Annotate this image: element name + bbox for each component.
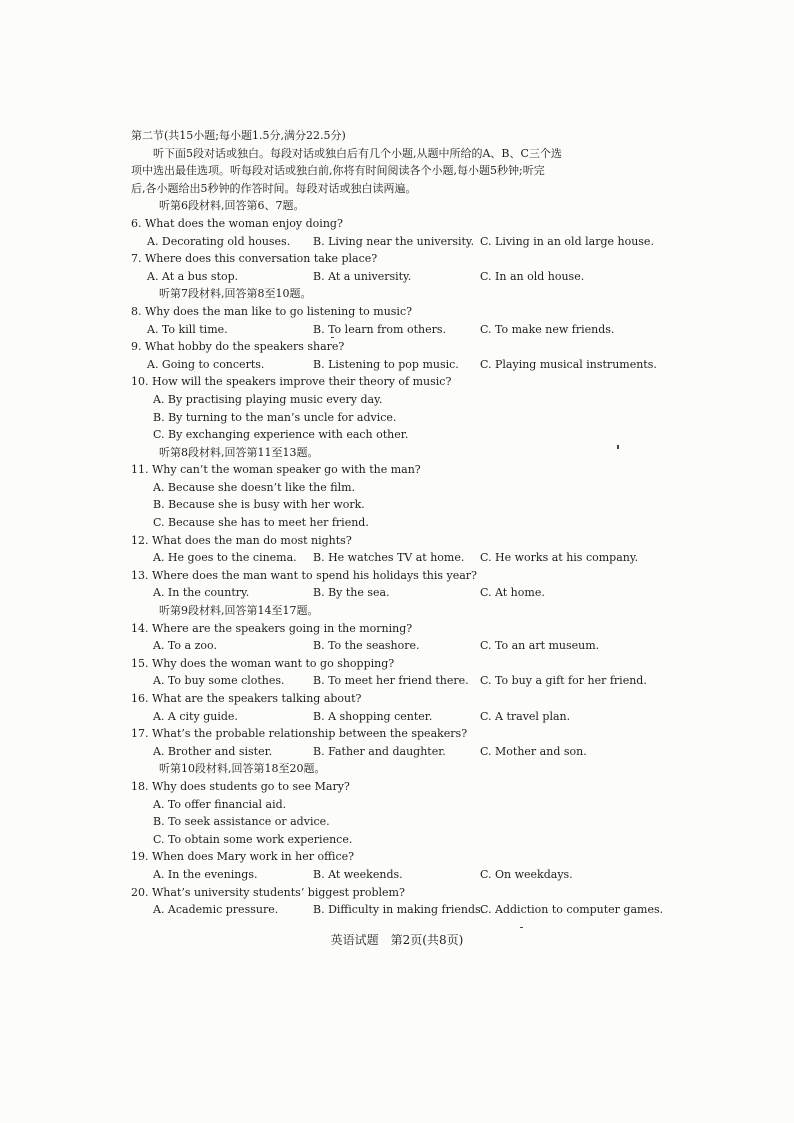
question-20: 20. What’s university students’ biggest problem?	[131, 885, 405, 899]
question-16-option-c: C. A travel plan.	[480, 709, 571, 723]
question-15: 15. Why does the woman want to go shopping?	[131, 656, 395, 670]
section-intro-line-3: 后,各小题给出5秒钟的作答时间。每段对话或独白读两遍。	[131, 181, 417, 195]
question-8-option-a: A. To kill time.	[147, 322, 228, 336]
question-7-option-b: B. At a university.	[313, 269, 412, 283]
passage-10-instruction: 听第10段材料,回答第18至20题。	[159, 762, 326, 776]
listening-section	[131, 127, 671, 919]
question-20-option-b: B. Difficulty in making friends.	[313, 903, 485, 917]
question-14-option-c: C. To an art museum.	[480, 639, 600, 653]
question-18-option-a: A. To offer financial aid.	[153, 797, 287, 811]
question-12-option-a: A. He goes to the cinema.	[153, 551, 297, 565]
question-16-option-b: B. A shopping center.	[313, 709, 433, 723]
passage-6-instruction: 听第6段材料,回答第6、7题。	[159, 199, 305, 213]
question-9-option-c: C. Playing musical instruments.	[480, 357, 657, 371]
question-18-option-c: C. To obtain some work experience.	[153, 832, 353, 846]
question-17-option-a: A. Brother and sister.	[153, 744, 273, 758]
question-10: 10. How will the speakers improve their theory of music?	[131, 375, 452, 389]
passage-7-instruction: 听第7段材料,回答第8至10题。	[159, 287, 312, 301]
question-8: 8. Why does the man like to go listening to music?	[131, 304, 413, 318]
section-intro-line-2: 项中选出最佳选项。听每段对话或独白前,你将有时间阅读各个小题,每小题5秒钟;听完	[131, 164, 545, 178]
question-16: 16. What are the speakers talking about?	[131, 692, 362, 705]
question-19-option-a: A. In the evenings.	[153, 867, 258, 881]
question-6-option-b: B. Living near the university.	[313, 234, 475, 248]
question-11-option-c: C. Because she has to meet her friend.	[153, 516, 369, 530]
question-6-option-a: A. Decorating old houses.	[147, 234, 291, 248]
question-16-options	[131, 708, 671, 726]
question-18-option-b: B. To seek assistance or advice.	[153, 815, 330, 829]
question-15-option-a: A. To buy some clothes.	[153, 674, 285, 688]
question-15-options	[131, 672, 671, 690]
question-17-option-b: B. Father and daughter.	[313, 744, 446, 758]
question-8-option-c: C. To make new friends.	[480, 322, 615, 336]
question-9-option-b: B. Listening to pop music.	[313, 357, 459, 371]
question-6: 6. What does the woman enjoy doing?	[131, 216, 343, 230]
question-7-option-c: C. In an old house.	[480, 269, 585, 283]
question-7: 7. Where does this conversation take place?	[131, 252, 378, 266]
question-15-option-c: C. To buy a gift for her friend.	[480, 674, 647, 688]
question-19-options	[131, 866, 671, 884]
question-13-options	[131, 584, 671, 602]
question-13-option-a: A. In the country.	[153, 586, 250, 600]
page-footer: 英语试题 第2页(共8页)	[330, 933, 464, 947]
question-12-option-c: C. He works at his company.	[480, 551, 639, 565]
question-14: 14. Where are the speakers going in the morning?	[131, 621, 413, 635]
question-12-options	[131, 549, 671, 567]
question-10-option-a: A. By practising playing music every day.	[153, 392, 383, 406]
question-7-options	[131, 268, 671, 286]
question-10-option-c: C. By exchanging experience with each other.	[153, 428, 409, 442]
question-12-option-b: B. He watches TV at home.	[313, 551, 465, 565]
question-14-option-b: B. To the seashore.	[313, 639, 420, 653]
scan-speck	[520, 927, 523, 928]
question-17: 17. What’s the probable relationship between the speakers?	[131, 727, 468, 741]
question-6-options	[131, 233, 671, 251]
question-15-option-b: B. To meet her friend there.	[313, 674, 469, 688]
question-8-option-b: B. To learn from others.	[313, 322, 447, 336]
question-8-options	[131, 321, 671, 339]
question-16-option-a: A. A city guide.	[153, 709, 238, 723]
question-20-options	[131, 901, 671, 919]
question-9: 9. What hobby do the speakers share?	[131, 340, 345, 354]
question-18: 18. Why does students go to see Mary?	[131, 779, 350, 793]
question-9-options	[131, 356, 671, 374]
question-13-option-b: B. By the sea.	[313, 586, 390, 600]
scan-speck	[331, 337, 334, 338]
question-11-option-a: A. Because she doesn’t like the film.	[153, 480, 356, 494]
question-11: 11. Why can’t the woman speaker go with the man?	[131, 463, 421, 477]
question-19: 19. When does Mary work in her office?	[131, 850, 355, 864]
question-14-option-a: A. To a zoo.	[153, 639, 217, 653]
question-19-option-b: B. At weekends.	[313, 867, 403, 881]
question-14-options	[131, 637, 671, 655]
question-6-option-c: C. Living in an old large house.	[480, 234, 654, 248]
question-20-option-a: A. Academic pressure.	[153, 903, 279, 917]
question-11-option-b: B. Because she is busy with her work.	[153, 498, 365, 512]
question-13: 13. Where does the man want to spend his holidays this year?	[131, 568, 477, 582]
question-17-options	[131, 743, 671, 761]
question-7-option-a: A. At a bus stop.	[147, 269, 239, 283]
question-13-option-c: C. At home.	[480, 586, 545, 600]
passage-8-instruction: 听第8段材料,回答第11至13题。	[159, 445, 319, 459]
question-10-option-b: B. By turning to the man’s uncle for advice.	[153, 410, 397, 424]
section-intro-line-1: 听下面5段对话或独白。每段对话或独白后有几个小题,从题中所给的A、B、C三个选	[153, 146, 562, 160]
question-17-option-c: C. Mother and son.	[480, 744, 587, 758]
question-9-option-a: A. Going to concerts.	[147, 357, 265, 371]
section-heading: 第二节(共15小题;每小题1.5分,满分22.5分)	[131, 129, 346, 142]
passage-9-instruction: 听第9段材料,回答第14至17题。	[159, 604, 319, 618]
scan-speck	[617, 445, 619, 449]
question-12: 12. What does the man do most nights?	[131, 533, 352, 547]
question-19-option-c: C. On weekdays.	[480, 867, 573, 881]
question-20-option-c: C. Addiction to computer games.	[480, 903, 664, 917]
